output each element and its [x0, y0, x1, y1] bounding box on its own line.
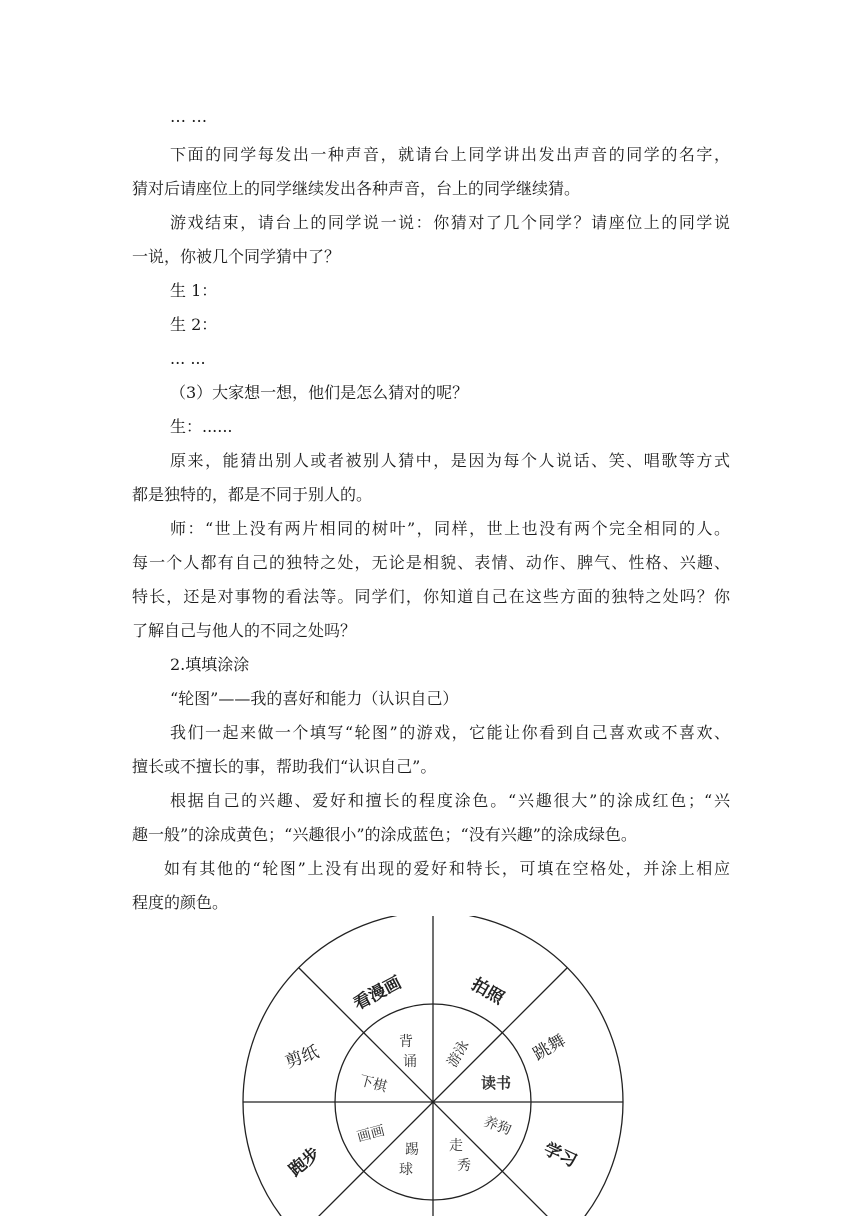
label-study: 学习 [540, 1139, 580, 1172]
label-reading: 读书 [480, 1074, 512, 1092]
question-3: （3）大家想一想，他们是怎么猜对的呢？ [170, 383, 469, 402]
label-catwalk-1: 走 [449, 1138, 463, 1154]
student-answer-1: 生 1： [170, 281, 218, 300]
paragraph-line: 了解自己与他人的不同之处吗？ [132, 621, 357, 640]
label-chess: 下棋 [357, 1072, 389, 1096]
label-painting: 画画 [355, 1122, 387, 1146]
activity-title: “轮图”——我的喜好和能力（认识自己） [170, 689, 459, 708]
paragraph-line: 师：“世上没有两片相同的树叶”，同样，世上也没有两个完全相同的人。 [170, 519, 730, 538]
paragraph-line: 游戏结束，请台上的同学说一说：你猜对了几个同学？请座位上的同学说 [170, 213, 730, 232]
paragraph-line: 根据自己的兴趣、爱好和擅长的程度涂色。“兴趣很大”的涂成红色；“兴 [170, 791, 730, 810]
label-catwalk-2: 秀 [457, 1158, 471, 1174]
student-answer-2: 生 2： [170, 315, 218, 334]
paragraph-line: 程度的颜色。 [132, 893, 229, 912]
paragraph-line: 特长，还是对事物的看法等。同学们，你知道自己在这些方面的独特之处吗？你 [132, 587, 730, 606]
label-recite-2: 诵 [403, 1054, 417, 1070]
label-running: 跑步 [285, 1143, 325, 1181]
paragraph-line: 趣一般”的涂成黄色；“兴趣很小”的涂成蓝色；“没有兴趣”的涂成绿色。 [132, 825, 637, 844]
spoke [299, 1171, 364, 1216]
paragraph-line: 原来，能猜出别人或者被别人猜中，是因为每个人说话、笑、唱歌等方式 [170, 451, 730, 470]
label-dog: 养狗 [481, 1113, 514, 1139]
paragraph-line: 都是独特的，都是不同于别人的。 [132, 485, 373, 504]
label-comics: 看漫画 [350, 972, 405, 1015]
student-answer: 生：...... [170, 417, 233, 436]
label-football-2: 球 [399, 1162, 413, 1178]
spoke [502, 968, 567, 1033]
wheel-diagram [240, 916, 630, 1216]
paragraph-line: 一说，你被几个同学猜中了？ [132, 247, 341, 266]
ellipsis-line: ... ... [170, 349, 206, 368]
ellipsis-line: … … [170, 107, 208, 126]
section-heading: 2.填填涂涂 [170, 655, 250, 674]
label-dance: 跳舞 [529, 1030, 570, 1065]
label-recite-1: 背 [399, 1034, 413, 1050]
label-papercut: 剪纸 [282, 1042, 322, 1073]
label-swim: 游泳 [444, 1037, 473, 1071]
paragraph-line: 猜对后请座位上的同学继续发出各种声音，台上的同学继续猜。 [132, 179, 581, 198]
paragraph-line: 每一个人都有自己的独特之处，无论是相貌、表情、动作、脾气、性格、兴趣、 [132, 553, 730, 572]
label-photo: 拍照 [467, 974, 508, 1009]
paragraph-line: 下面的同学每发出一种声音，就请台上同学讲出发出声音的同学的名字， [170, 145, 730, 164]
paragraph-line: 我们一起来做一个填写“轮图”的游戏，它能让你看到自己喜欢或不喜欢、 [170, 723, 730, 742]
spoke [502, 1171, 567, 1216]
label-football-1: 踢 [405, 1142, 419, 1158]
paragraph-line: 擅长或不擅长的事，帮助我们“认识自己”。 [132, 757, 437, 776]
paragraph-line: 如有其他的“轮图”上没有出现的爱好和特长，可填在空格处，并涂上相应 [164, 859, 730, 878]
